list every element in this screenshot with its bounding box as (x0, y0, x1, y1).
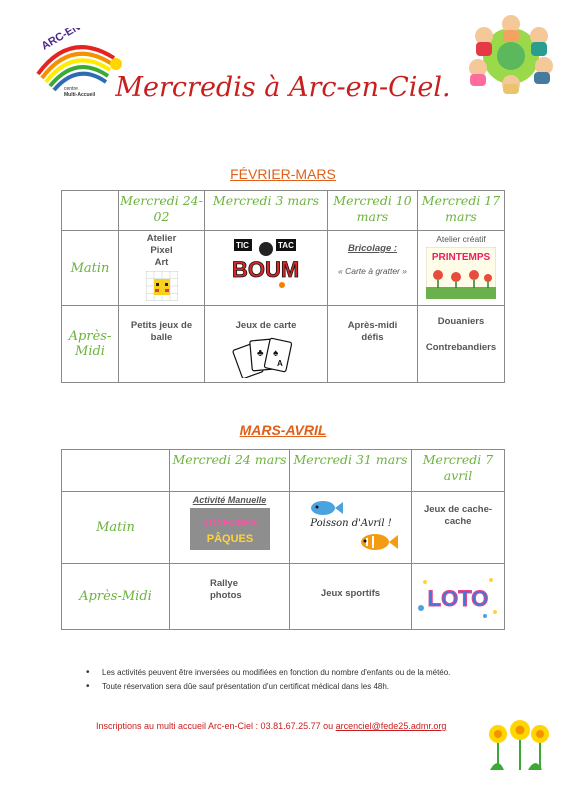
loto-image (415, 572, 501, 622)
footer-contact (96, 721, 446, 731)
svg-text:TIC: TIC (236, 241, 249, 250)
email-link[interactable]: arcenciel@fede25.admr.org (335, 721, 447, 731)
svg-text:PÂQUES: PÂQUES (206, 533, 253, 545)
activity-line: Pixel (150, 245, 173, 256)
row-label-apres-midi: Après-Midi (62, 564, 170, 630)
activity-cell (205, 231, 328, 306)
activity-line: balle (150, 332, 173, 343)
printemps-text: PRINTEMPS (431, 252, 491, 263)
poisson-d-avril-image (301, 496, 401, 558)
activity-line: Jeux sportifs (320, 588, 381, 599)
activity-cell (328, 231, 418, 306)
svg-text:BOUM: BOUM (232, 257, 300, 282)
children-circle-image (462, 12, 560, 96)
footer-text: Inscriptions au multi accueil Arc-en-Ciel : 03.81.67.25.77 ou (96, 721, 336, 731)
activity-cell (290, 564, 412, 630)
column-header: Mercredi 7 avril (412, 450, 505, 492)
empty-header-cell (62, 191, 119, 231)
activity-cell (418, 306, 505, 383)
column-header: Mercredi 17 mars (418, 191, 505, 231)
svg-text:♣: ♣ (257, 348, 264, 359)
svg-text:♠: ♠ (273, 348, 279, 359)
note-item: • Toute réservation sera dûe sauf présentation d'un certificat médical dans les 48h. (86, 680, 450, 694)
activity-text: « Carte à gratter » (338, 266, 407, 276)
activity-line: Douaniers (437, 316, 485, 327)
activity-cell (418, 231, 505, 306)
activity-line: cache (444, 516, 472, 527)
activity-heading: Bricolage : (347, 243, 398, 254)
note-item: • Les activités peuvent être inversées ou modifiées en fonction du nombre d'enfants ou de la météo. (86, 666, 450, 680)
row-label-apres-midi: Après-Midi (62, 306, 119, 383)
column-header: Mercredi 24-02 (119, 191, 205, 231)
activity-heading: Activité Manuelle (192, 495, 267, 505)
activity-line: photos (210, 590, 242, 601)
printemps-flowers-image (426, 247, 496, 299)
activity-line: Contrebandiers (425, 342, 497, 353)
svg-text:TAC: TAC (278, 241, 294, 250)
activity-line: défis (361, 332, 384, 343)
loto-text: LOTO (427, 586, 489, 611)
tic-tac-boum-game-image (228, 237, 304, 291)
activity-line: Petits jeux de (130, 320, 193, 331)
svg-text:JOYEUSES: JOYEUSES (202, 518, 257, 529)
activity-cell (290, 492, 412, 564)
logo-sub2: Multi-Accueil (64, 92, 96, 98)
activity-cell (412, 492, 505, 564)
activity-line: Jeux de cache- (423, 504, 493, 515)
activity-cell (119, 231, 205, 306)
schedule-table-fevrier-mars (61, 190, 505, 383)
activity-line: Après-midi (347, 320, 398, 331)
activity-line: Jeux de carte (235, 320, 297, 331)
column-header: Mercredi 10 mars (328, 191, 418, 231)
activity-cell (170, 564, 290, 630)
playing-cards-icon (231, 334, 301, 378)
page-title: Mercredis à Arc-en-Ciel. (115, 72, 451, 103)
daffodils-image (480, 712, 556, 772)
row-label-matin: Matin (62, 492, 170, 564)
activity-cell (170, 492, 290, 564)
schedule-table-mars-avril (61, 449, 505, 630)
pixel-art-pikachu-icon (146, 271, 178, 301)
empty-header-cell (62, 450, 170, 492)
activity-cell (412, 564, 505, 630)
logo-sub1: centre (64, 86, 78, 92)
period-title-mars-avril: MARS-AVRIL (239, 422, 327, 438)
activity-heading: Atelier créatif (436, 234, 486, 244)
activity-cell (205, 306, 328, 383)
row-label-matin: Matin (62, 231, 119, 306)
joyeuses-paques-image (190, 508, 270, 550)
activity-line: Rallye (210, 578, 238, 589)
notes-list (86, 666, 450, 694)
column-header: Mercredi 24 mars (170, 450, 290, 492)
logo-text: ARC-EN-CIEL (39, 28, 108, 53)
svg-text:A: A (277, 359, 283, 368)
svg-text:Poisson d'Avril !: Poisson d'Avril ! (309, 518, 392, 529)
activity-cell (328, 306, 418, 383)
activity-line: Atelier (146, 233, 177, 244)
column-header: Mercredi 31 mars (290, 450, 412, 492)
activity-cell (119, 306, 205, 383)
period-title-fevrier-mars: FÉVRIER-MARS (230, 166, 336, 182)
activity-line: Art (154, 257, 169, 268)
column-header: Mercredi 3 mars (205, 191, 328, 231)
